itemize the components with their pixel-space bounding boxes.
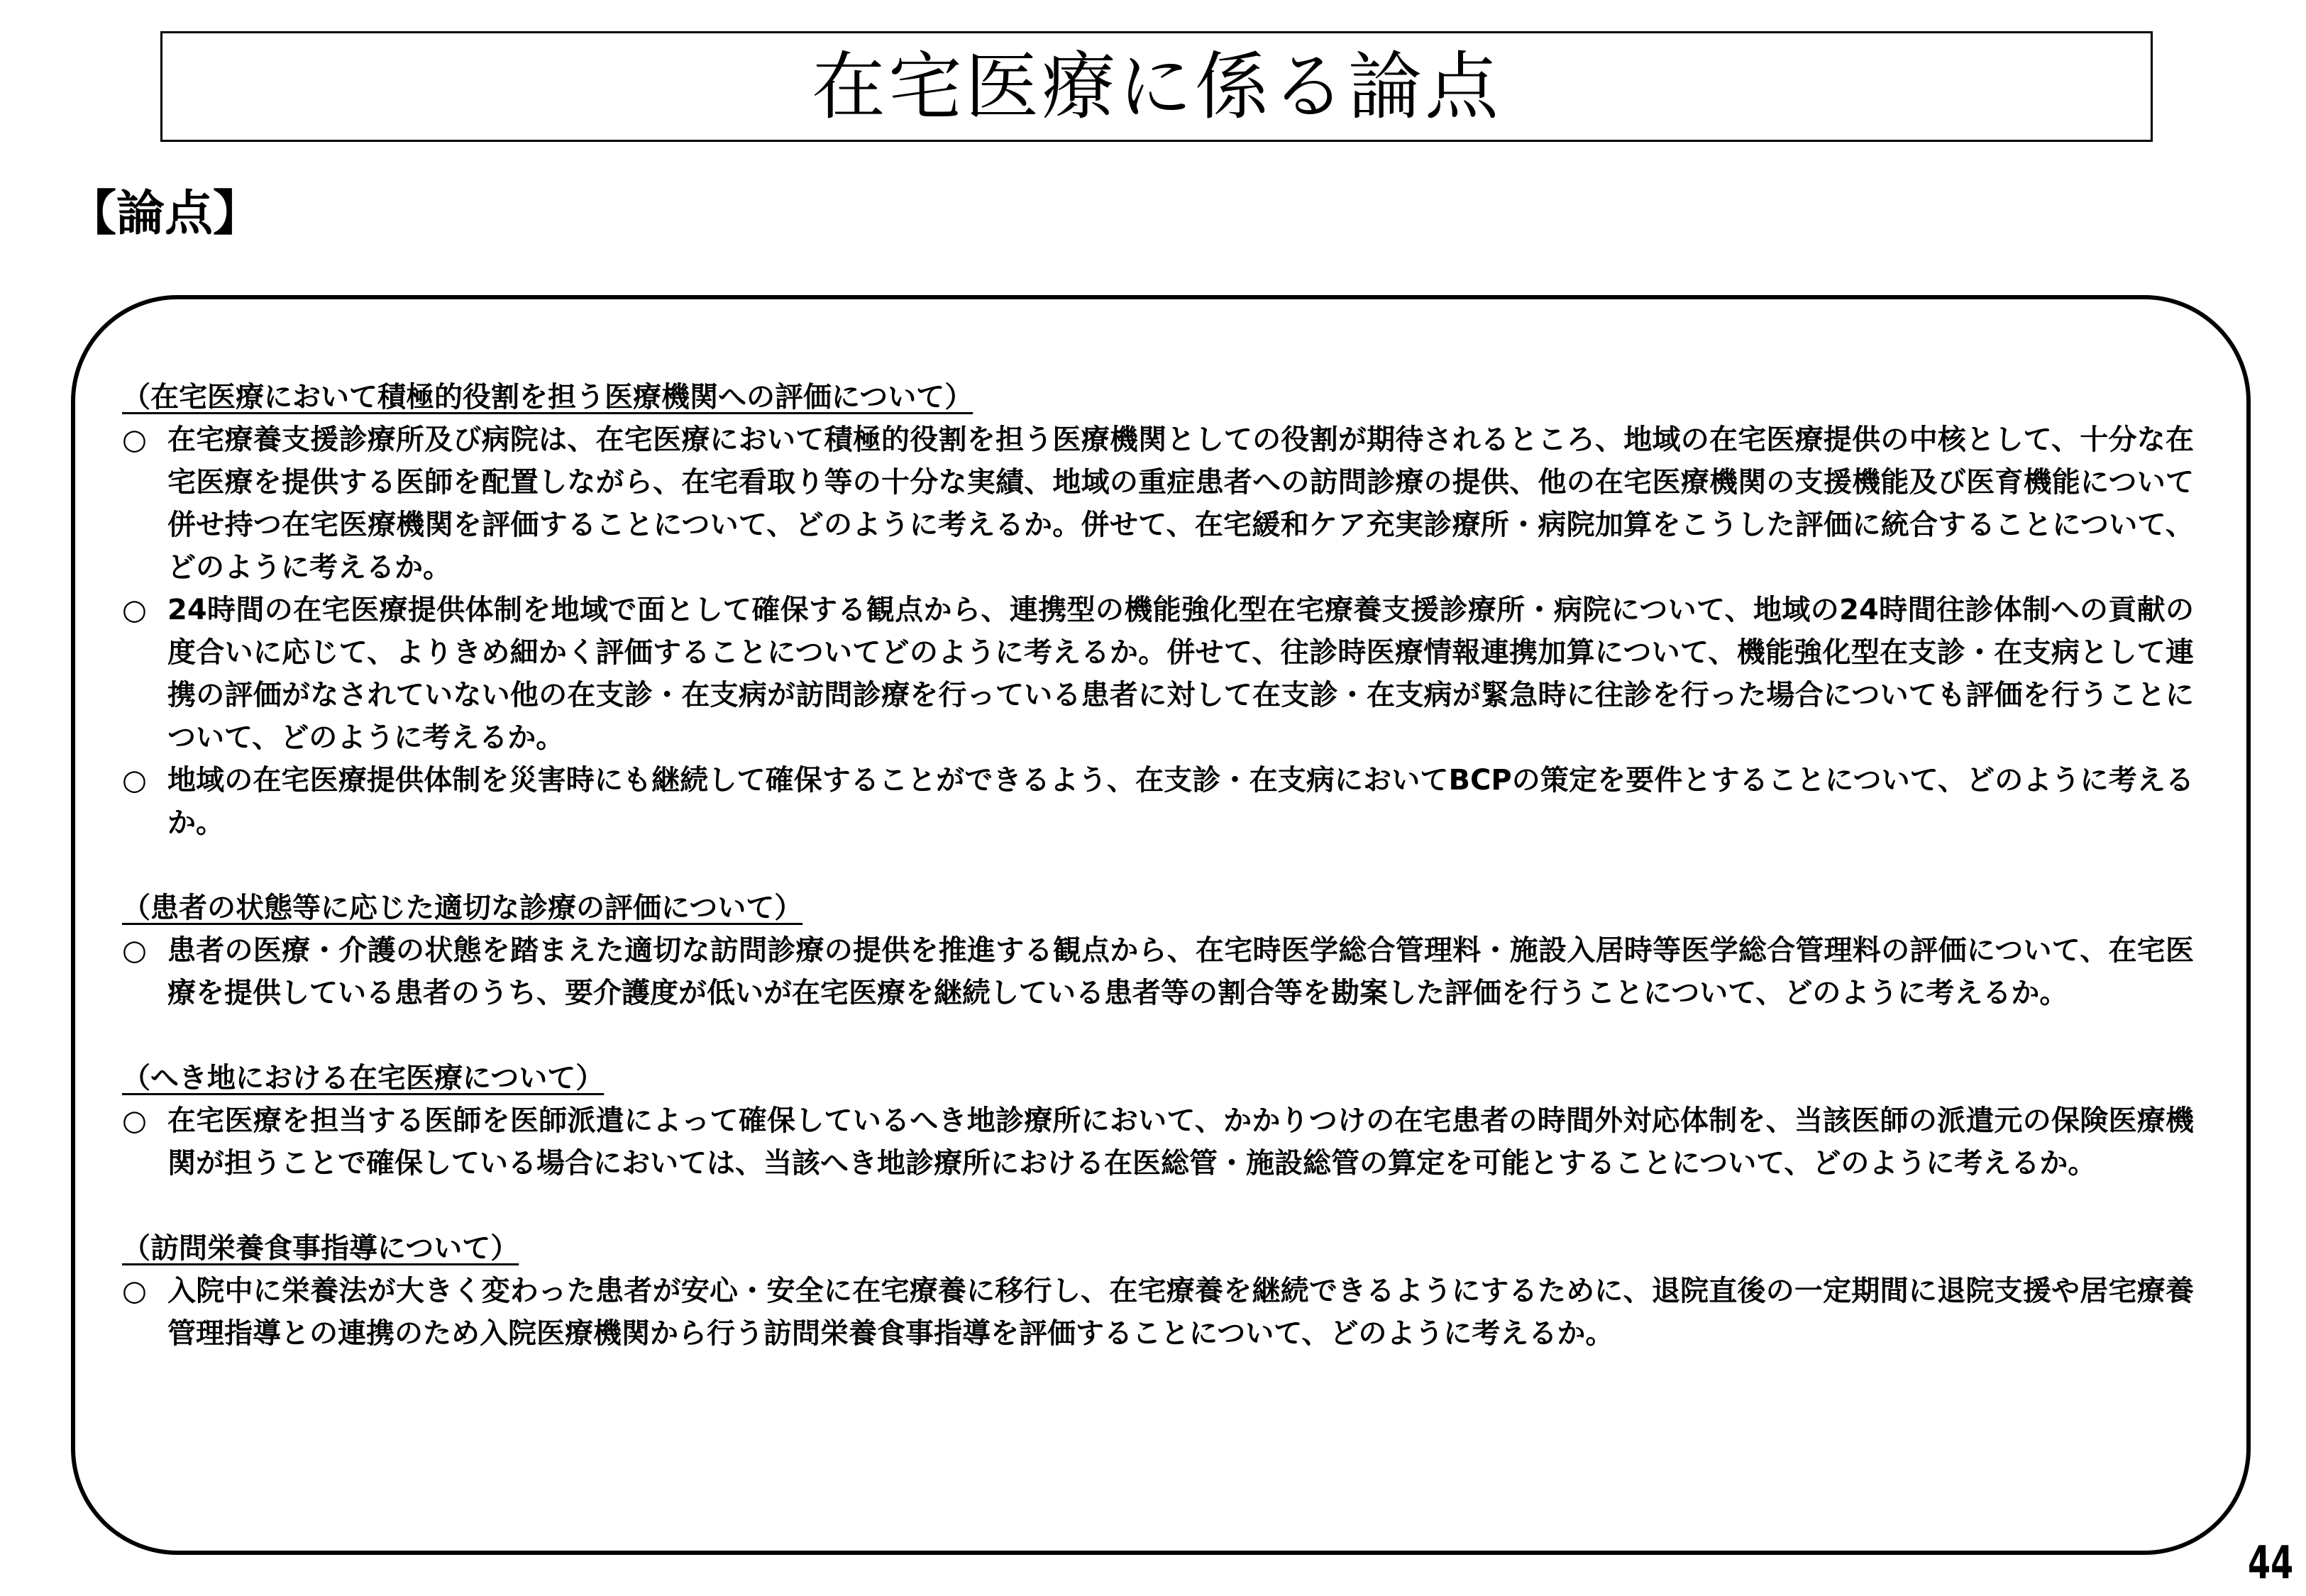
bullet-item: [122, 759, 2194, 844]
page-number: 44: [2247, 1537, 2293, 1590]
circle-bullet-icon: ○: [122, 423, 147, 456]
section-nutrition-guidance: [122, 1227, 2194, 1355]
circle-bullet-icon: ○: [122, 1104, 147, 1137]
bullet-item: [122, 929, 2194, 1014]
bullet-text: 地域の在宅医療提供体制を災害時にも継続して確保することができるよう、在支診・在支病においてBCPの策定を要件とすることについて、どのように考えるか。: [167, 764, 2194, 839]
circle-bullet-icon: ○: [122, 764, 147, 797]
section-label: 【論点】: [68, 186, 262, 242]
section-heading: （訪問栄養食事指導について）: [122, 1232, 519, 1265]
bullet-text: 患者の医療・介護の状態を踏まえた適切な訪問診療の提供を推進する観点から、在宅時医学総合管理料・施設入居時等医学総合管理料の評価について、在宅医療を提供している患者のうち、要介護度が低いが在宅医療を継続している患者等の割合等を勘案した評価を行うことについて、どのように考えるか。: [167, 934, 2194, 1009]
section-heading: （在宅医療において積極的役割を担う医療機関への評価について）: [122, 381, 973, 414]
bullet-item: [122, 589, 2194, 759]
content-body: [122, 376, 2194, 1397]
section-remote-areas: [122, 1057, 2194, 1185]
circle-bullet-icon: ○: [122, 594, 147, 626]
section-heading: （へき地における在宅医療について）: [122, 1062, 605, 1095]
bullet-text: 入院中に栄養法が大きく変わった患者が安心・安全に在宅療養に移行し、在宅療養を継続できるようにするために、退院直後の一定期間に退院支援や居宅療養管理指導との連携のため入院医療機関から行う訪問栄養食事指導を評価することについて、どのように考えるか。: [167, 1275, 2194, 1350]
bullet-text: 在宅医療を担当する医師を医師派遣によって確保しているへき地診療所において、かかりつけの在宅患者の時間外対応体制を、当該医師の派遣元の保険医療機関が担うことで確保している場合においては、当該へき地診療所における在医総管・施設総管の算定を可能とすることについて、どのように考えるか。: [167, 1104, 2194, 1180]
bullet-item: [122, 1099, 2194, 1185]
bullet-item: [122, 1270, 2194, 1355]
page-title: 在宅医療に係る論点: [811, 43, 1501, 130]
section-patient-condition: [122, 887, 2194, 1014]
circle-bullet-icon: ○: [122, 1275, 147, 1307]
bullet-text: 在宅療養支援診療所及び病院は、在宅医療において積極的役割を担う医療機関としての役割が期待されるところ、地域の在宅医療提供の中核として、十分な在宅医療を提供する医師を配置しながら、在宅看取り等の十分な実績、地域の重症患者への訪問診療の提供、他の在宅医療機関の支援機能及び医育機能について併せ持つ在宅医療機関を評価することについて、どのように考えるか。併せて、在宅緩和ケア充実診療所・病院加算をこうした評価に統合することについて、どのように考えるか。: [167, 423, 2194, 584]
section-home-care-roles: [122, 376, 2194, 844]
section-heading: （患者の状態等に応じた適切な診療の評価について）: [122, 892, 803, 924]
circle-bullet-icon: ○: [122, 934, 147, 967]
bullet-item: [122, 419, 2194, 589]
title-box: [160, 31, 2153, 142]
bullet-text: 24時間の在宅医療提供体制を地域で面として確保する観点から、連携型の機能強化型在宅療養支援診療所・病院について、地域の24時間往診体制への貢献の度合いに応じて、よりきめ細かく評価することについてどのように考えるか。併せて、往診時医療情報連携加算について、機能強化型在支診・在支病として連携の評価がなされていない他の在支診・在支病が訪問診療を行っている患者に対して在支診・在支病が緊急時に往診を行った場合についても評価を行うことについて、どのように考えるか。: [167, 594, 2194, 754]
